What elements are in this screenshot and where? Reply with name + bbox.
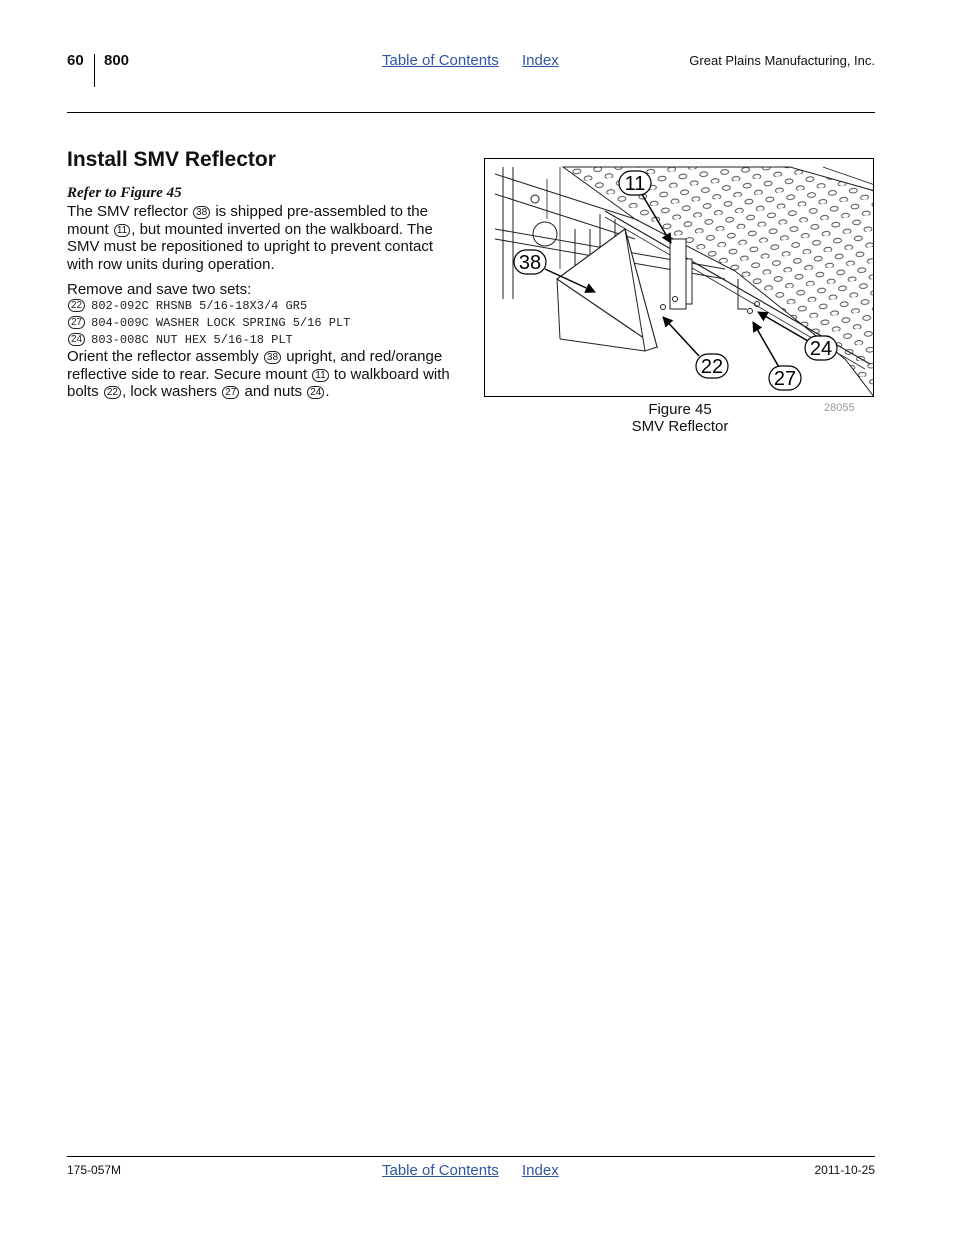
header-divider [94,54,95,87]
company-name: Great Plains Manufacturing, Inc. [689,53,875,68]
callout-ref: 38 [193,206,210,219]
callout-ref: 11 [114,224,130,237]
smv-reflector-drawing [485,159,874,397]
model-number: 800 [104,52,130,69]
remove-intro: Remove and save two sets: [67,281,252,298]
parts-list-item: 27 804-009C WASHER LOCK SPRING 5/16 PLT [67,316,350,330]
figure-45-illustration [484,158,874,397]
footer-rule [67,1156,875,1157]
paragraph-orient: Orient the reflector assembly 38 upright, and red/orange reflective side to rear. Secure mount 11 to walkboard with bolts 22 , lock washers 27 and nuts 24 . [67,348,450,400]
callout-27: 27 [773,368,797,390]
header-index-link[interactable]: Index [522,52,559,69]
paragraph-shipping: The SMV reflector 38 is shipped pre-assembled to the mount 11 , but mounted inverted on the walkboard. The SMV must be repositioned to upright to prevent contact with row units during operation. [67,203,434,273]
publication-date: 2011-10-25 [814,1163,875,1177]
figure-reference: Refer to Figure 45 [67,185,182,201]
callout-38: 38 [518,252,542,274]
section-title: Install SMV Reflector [67,148,276,171]
document-number: 175-057M [67,1163,122,1177]
header-toc-link[interactable]: Table of Contents [382,52,499,69]
footer-index-link[interactable]: Index [522,1162,559,1179]
parts-list-item: 22 802-092C RHSNB 5/16-18X3/4 GR5 [67,299,307,313]
parts-list-item: 24 803-008C NUT HEX 5/16-18 PLT [67,333,293,347]
callout-11: 11 [624,173,646,195]
header-rule [67,112,875,113]
callout-22: 22 [700,356,724,378]
figure-image-id: 28055 [824,402,855,414]
callout-24: 24 [809,338,833,360]
figure-caption: Figure 45 SMV Reflector [631,401,729,435]
footer-toc-link[interactable]: Table of Contents [382,1162,499,1179]
page-number: 60 [67,52,84,69]
